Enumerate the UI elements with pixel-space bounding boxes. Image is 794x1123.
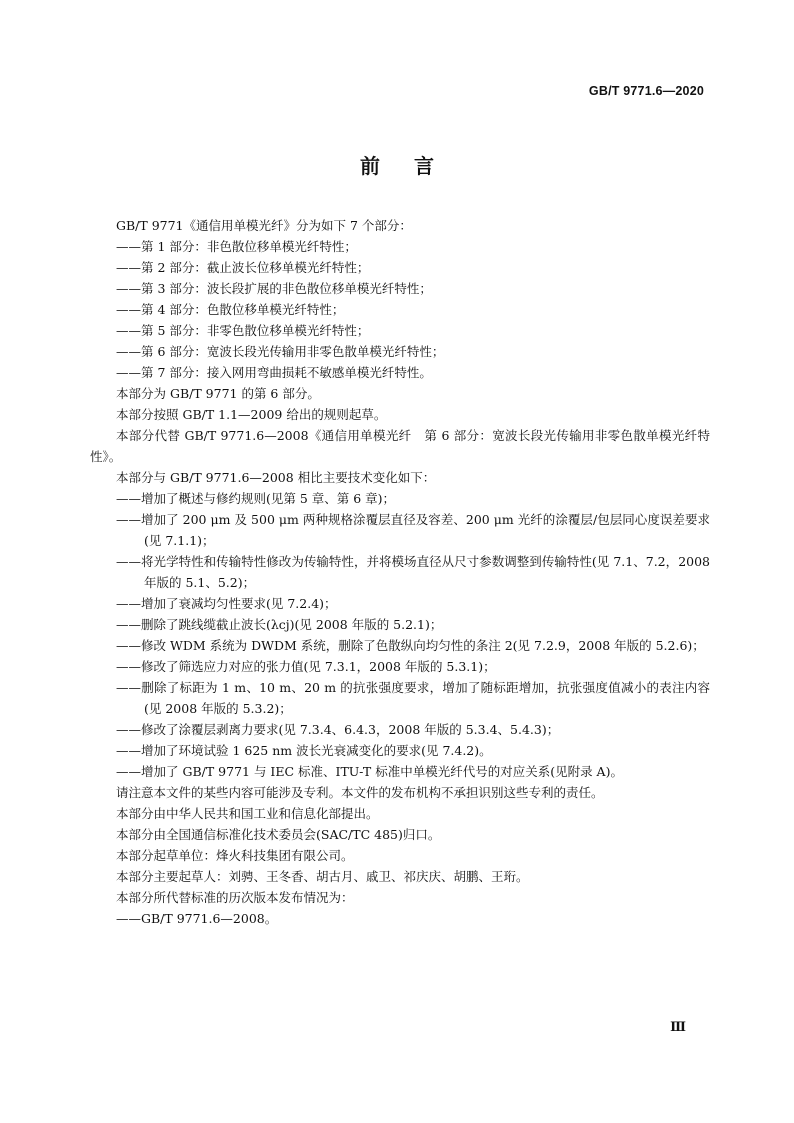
list-item: ——第 2 部分：截止波长位移单模光纤特性；: [116, 260, 370, 275]
paragraph: GB/T 9771《通信用单模光纤》分为如下 7 个部分：: [116, 218, 412, 233]
paragraph: 本部分与 GB/T 9771.6—2008 相比主要技术变化如下：: [116, 470, 436, 485]
paragraph: 本部分按照 GB/T 1.1—2009 给出的规则起草。: [116, 407, 387, 422]
list-item: ——第 5 部分：非零色散位移单模光纤特性；: [116, 323, 370, 338]
paragraph: 本部分所代替标准的历次版本发布情况为：: [116, 890, 354, 905]
paragraph: 本部分由中华人民共和国工业和信息化部提出。: [116, 806, 379, 821]
list-item: ——修改了筛选应力对应的张力值(见 7.3.1，2008 年版的 5.3.1)；: [116, 659, 496, 674]
list-item: ——修改了涂覆层剥离力要求(见 7.3.4、6.4.3，2008 年版的 5.3.4、5.4.3)；: [116, 722, 560, 737]
paragraph: 本部分由全国通信标准化技术委员会(SAC/TC 485)归口。: [116, 827, 441, 842]
list-item: ——GB/T 9771.6—2008。: [116, 911, 278, 926]
list-item: ——增加了 200 μm 及 500 μm 两种规格涂覆层直径及容差、200 μm 光纤的涂覆层/包层同心度误差要求(见 7.1.1)；: [116, 512, 710, 548]
paragraph: 本部分主要起草人：刘骋、王冬香、胡古月、戚卫、祁庆庆、胡鹏、王珩。: [116, 869, 529, 884]
list-item: ——增加了概述与修约规则(见第 5 章、第 6 章)；: [116, 491, 396, 506]
list-item: ——第 1 部分：非色散位移单模光纤特性；: [116, 239, 357, 254]
list-item: ——第 7 部分：接入网用弯曲损耗不敏感单模光纤特性。: [116, 365, 432, 380]
foreword-body: [90, 215, 710, 929]
list-item: ——修改 WDM 系统为 DWDM 系统，删除了色散纵向均匀性的条注 2(见 7.2.9，2008 年版的 5.2.6)；: [116, 638, 705, 653]
list-item: ——增加了环境试验 1 625 nm 波长光衰减变化的要求(见 7.4.2)。: [116, 743, 492, 758]
standard-code-header: GB/T 9771.6—2020: [588, 84, 704, 98]
page-title: 前言: [360, 154, 468, 178]
paragraph: 本部分代替 GB/T 9771.6—2008《通信用单模光纤 第 6 部分：宽波长段光传输用非零色散单模光纤特性》。: [90, 428, 710, 464]
list-item: ——删除了跳线缆截止波长(λcj)(见 2008 年版的 5.2.1)；: [116, 617, 443, 632]
list-item: ——增加了 GB/T 9771 与 IEC 标准、ITU-T 标准中单模光纤代号的对应关系(见附录 A)。: [116, 764, 623, 779]
paragraph: 本部分为 GB/T 9771 的第 6 部分。: [116, 386, 320, 401]
page-number: Ⅲ: [670, 1020, 686, 1035]
list-item: ——将光学特性和传输特性修改为传输特性，并将模场直径从尺寸参数调整到传输特性(见 7.1、7.2，2008 年版的 5.1、5.2)；: [116, 554, 710, 590]
paragraph: 请注意本文件的某些内容可能涉及专利。本文件的发布机构不承担识别这些专利的责任。: [116, 785, 604, 800]
list-item: ——删除了标距为 1 m、10 m、20 m 的抗张强度要求，增加了随标距增加，抗张强度值减小的表注内容(见 2008 年版的 5.3.2)；: [116, 680, 710, 716]
list-item: ——第 3 部分：波长段扩展的非色散位移单模光纤特性；: [116, 281, 432, 296]
list-item: ——第 6 部分：宽波长段光传输用非零色散单模光纤特性；: [116, 344, 445, 359]
list-item: ——增加了衰减均匀性要求(见 7.2.4)；: [116, 596, 337, 611]
list-item: ——第 4 部分：色散位移单模光纤特性；: [116, 302, 345, 317]
paragraph: 本部分起草单位：烽火科技集团有限公司。: [116, 848, 354, 863]
